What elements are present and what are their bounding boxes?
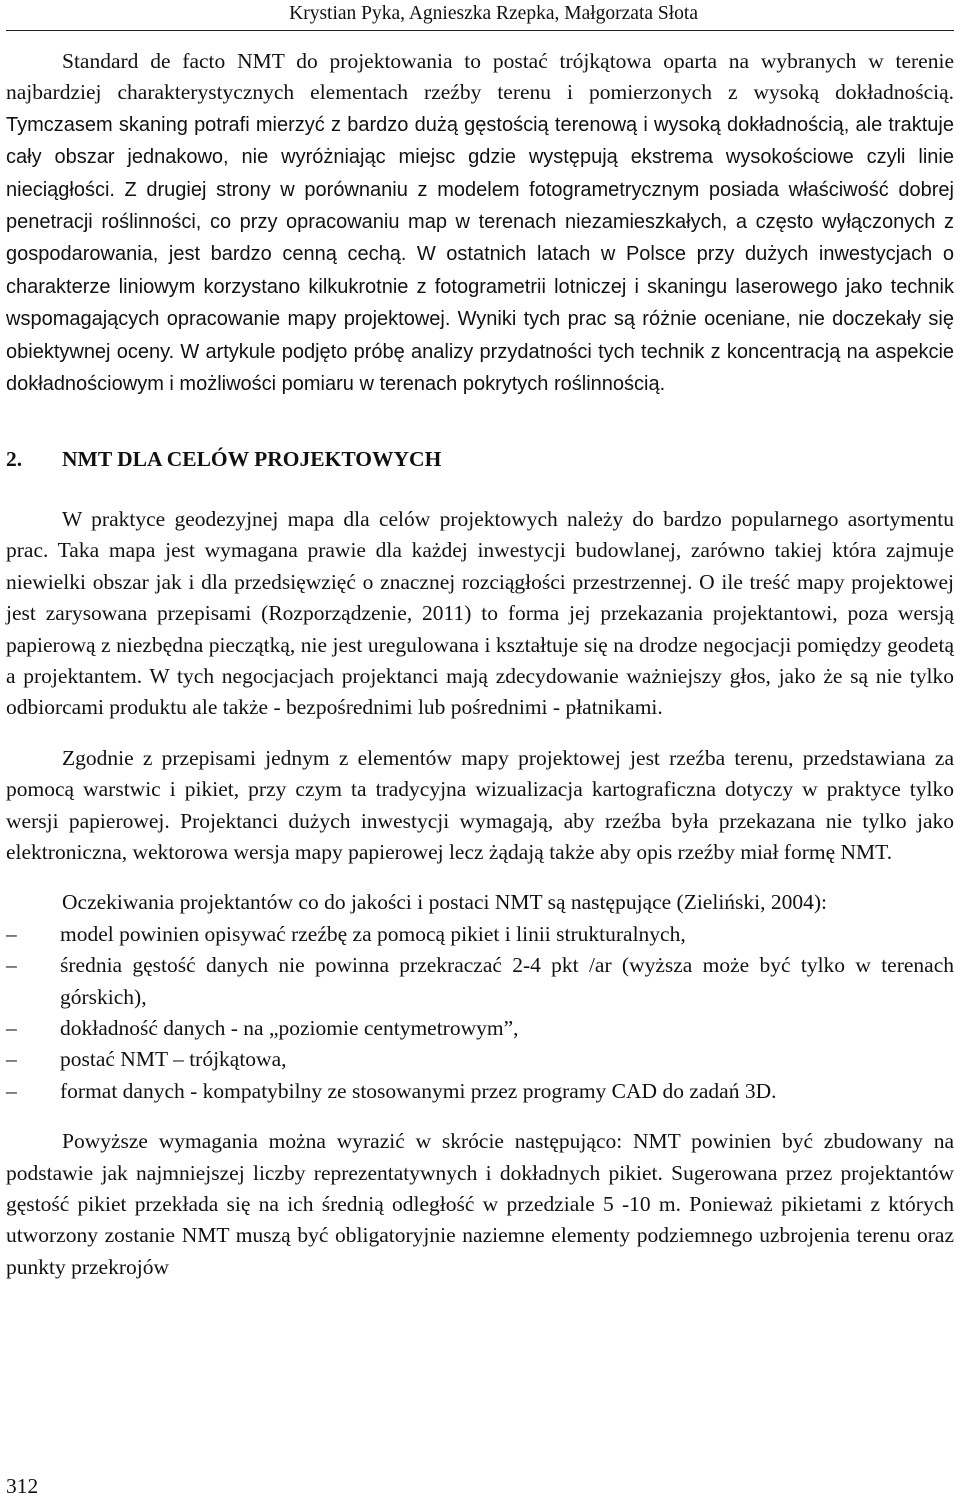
intro-sentence-3: Z drugiej strony w porównaniu z modelem fotogrametrycznym posiada właściwość dobrej penetracji roślinności, co przy opracowaniu map w terenach niezamieszkałych, a często wyłączonych z gospodarowania, jest bardzo cenną cechą.	[6, 178, 954, 266]
intro-sentence-6: W artykule podjęto próbę analizy przydatności tych technik z koncentracją na aspekcie dokładnościowym i możliwości pomiaru w terenach pokrytych roślinnością.	[6, 340, 955, 396]
list-item-text: średnia gęstość danych nie powinna przekraczać 2-4 pkt /ar (wyższa może być tylko w terenach górskich),	[60, 953, 954, 1009]
section-heading	[6, 444, 954, 475]
list-item-text: postać NMT – trójkątowa,	[60, 1047, 287, 1072]
list-item-text: format danych - kompatybilny ze stosowanymi przez programy CAD do zadań 3D.	[60, 1078, 777, 1103]
paragraph-mapa-projektowa: W praktyce geodezyjnej mapa dla celów projektowych należy do bardzo popularnego asortymentu prac. Taka mapa jest wymagana prawie dla każdej inwestycji budowlanej, zarówno takiej która zajmuje niewielki obszar jak i dla przedsięwzięć o znacznej rozciągłości przestrzennej. O ile treść mapy projektowej jest zarysowana przepisami (Rozporządzenie, 2011) to forma jej przekazania projektantowi, poza wersją papierową z niezbędna pieczątką, nie jest uregulowana i kształtuje się na drodze negocjacji pomiędzy geodetą a projektantem. W tych negocjacjach projektanci mają zdecydowanie ważniejszy głos, jako że są nie tylko odbiorcami produktu ale także - bezpośrednimi lub pośrednimi - płatnikami.	[6, 506, 954, 720]
list-item	[6, 950, 954, 1013]
intro-sentence-1: Standard de facto NMT do projektowania to postać trójkątowa oparta na wybranych w terenie najbardziej charakterystycznych elementach rzeźby terenu i pomierzonych z wysoką dokładnością.	[6, 49, 954, 105]
paragraph-rzezba-terenu: Zgodnie z przepisami jednym z elementów mapy projektowej jest rzeźba terenu, przedstawiana za pomocą warstwic i pikiet, przy czym ta tradycyjna wizualizacja kartograficzna dotyczy w praktyce tylko wersji papierowej. Projektanci dużych inwestycji wymagają, aby rzeźba była przekazana nie tylko jako elektroniczna, wektorowa wersja mapy papierowej lecz żądają także aby opis rzeźby miał formę NMT.	[6, 745, 954, 864]
section-number: 2.	[6, 447, 23, 472]
page-number: 312	[6, 1474, 39, 1498]
dash-bullet-icon: –	[6, 921, 17, 946]
intro-paragraph	[6, 46, 954, 400]
list-item-text: model powinien opisywać rzeźbę za pomocą pikiet i linii strukturalnych,	[60, 921, 686, 946]
running-header-authors: Krystian Pyka, Agnieszka Rzepka, Małgorzata Słota	[289, 3, 698, 24]
list-item	[6, 919, 954, 950]
header-divider	[6, 30, 954, 31]
intro-sentence-5: Wyniki tych prac są różnie oceniane, nie doczekały się obiektywnej oceny.	[6, 308, 954, 363]
dash-bullet-icon: –	[6, 953, 17, 978]
list-item	[6, 1013, 954, 1044]
paragraph-podsumowanie-wymagan: Powyższe wymagania można wyrazić w skrócie następująco: NMT powinien być zbudowany na podstawie jak najmniejszej liczby reprezentatywnych i dokładnych pikiet. Sugerowana przez projektantów gęstość pikiet przekłada się na ich średnią odległość w przedziale 5 -10 m. Ponieważ pikietami z których utworzony zostanie NMT muszą być obligatoryjnie naziemne elementy podziemnego uzbrojenia terenu oraz punkty przekrojów	[6, 1129, 954, 1279]
list-item	[6, 1076, 954, 1107]
dash-bullet-icon: –	[6, 1078, 17, 1103]
requirements-list	[6, 919, 954, 1107]
intro-sentence-4: W ostatnich latach w Polsce przy dużych inwestycjach o charakterze liniowym korzystano kilkukrotnie z fotogrametrii lotniczej i skaningu laserowego jako technik wspomagających opracowanie mapy projektowej.	[6, 243, 955, 331]
dash-bullet-icon: –	[6, 1047, 17, 1072]
body-text	[6, 46, 954, 1283]
list-item-text: dokładność danych - na „poziomie centymetrowym”,	[60, 1015, 519, 1040]
section-title: NMT DLA CELÓW PROJEKTOWYCH	[62, 447, 442, 472]
dash-bullet-icon: –	[6, 1015, 17, 1040]
list-item	[6, 1044, 954, 1075]
paragraph-oczekiwania: Oczekiwania projektantów co do jakości i postaci NMT są następujące (Zieliński, 2004):	[62, 890, 828, 915]
intro-sentence-2: Tymczasem skaning potrafi mierzyć z bardzo dużą gęstością terenową i wysoką dokładnością, ale traktuje cały obszar jednakowo, nie wyróżniając miejsc gdzie występują ekstrema wysokościowe czyli linie nieciągłości.	[6, 113, 954, 201]
